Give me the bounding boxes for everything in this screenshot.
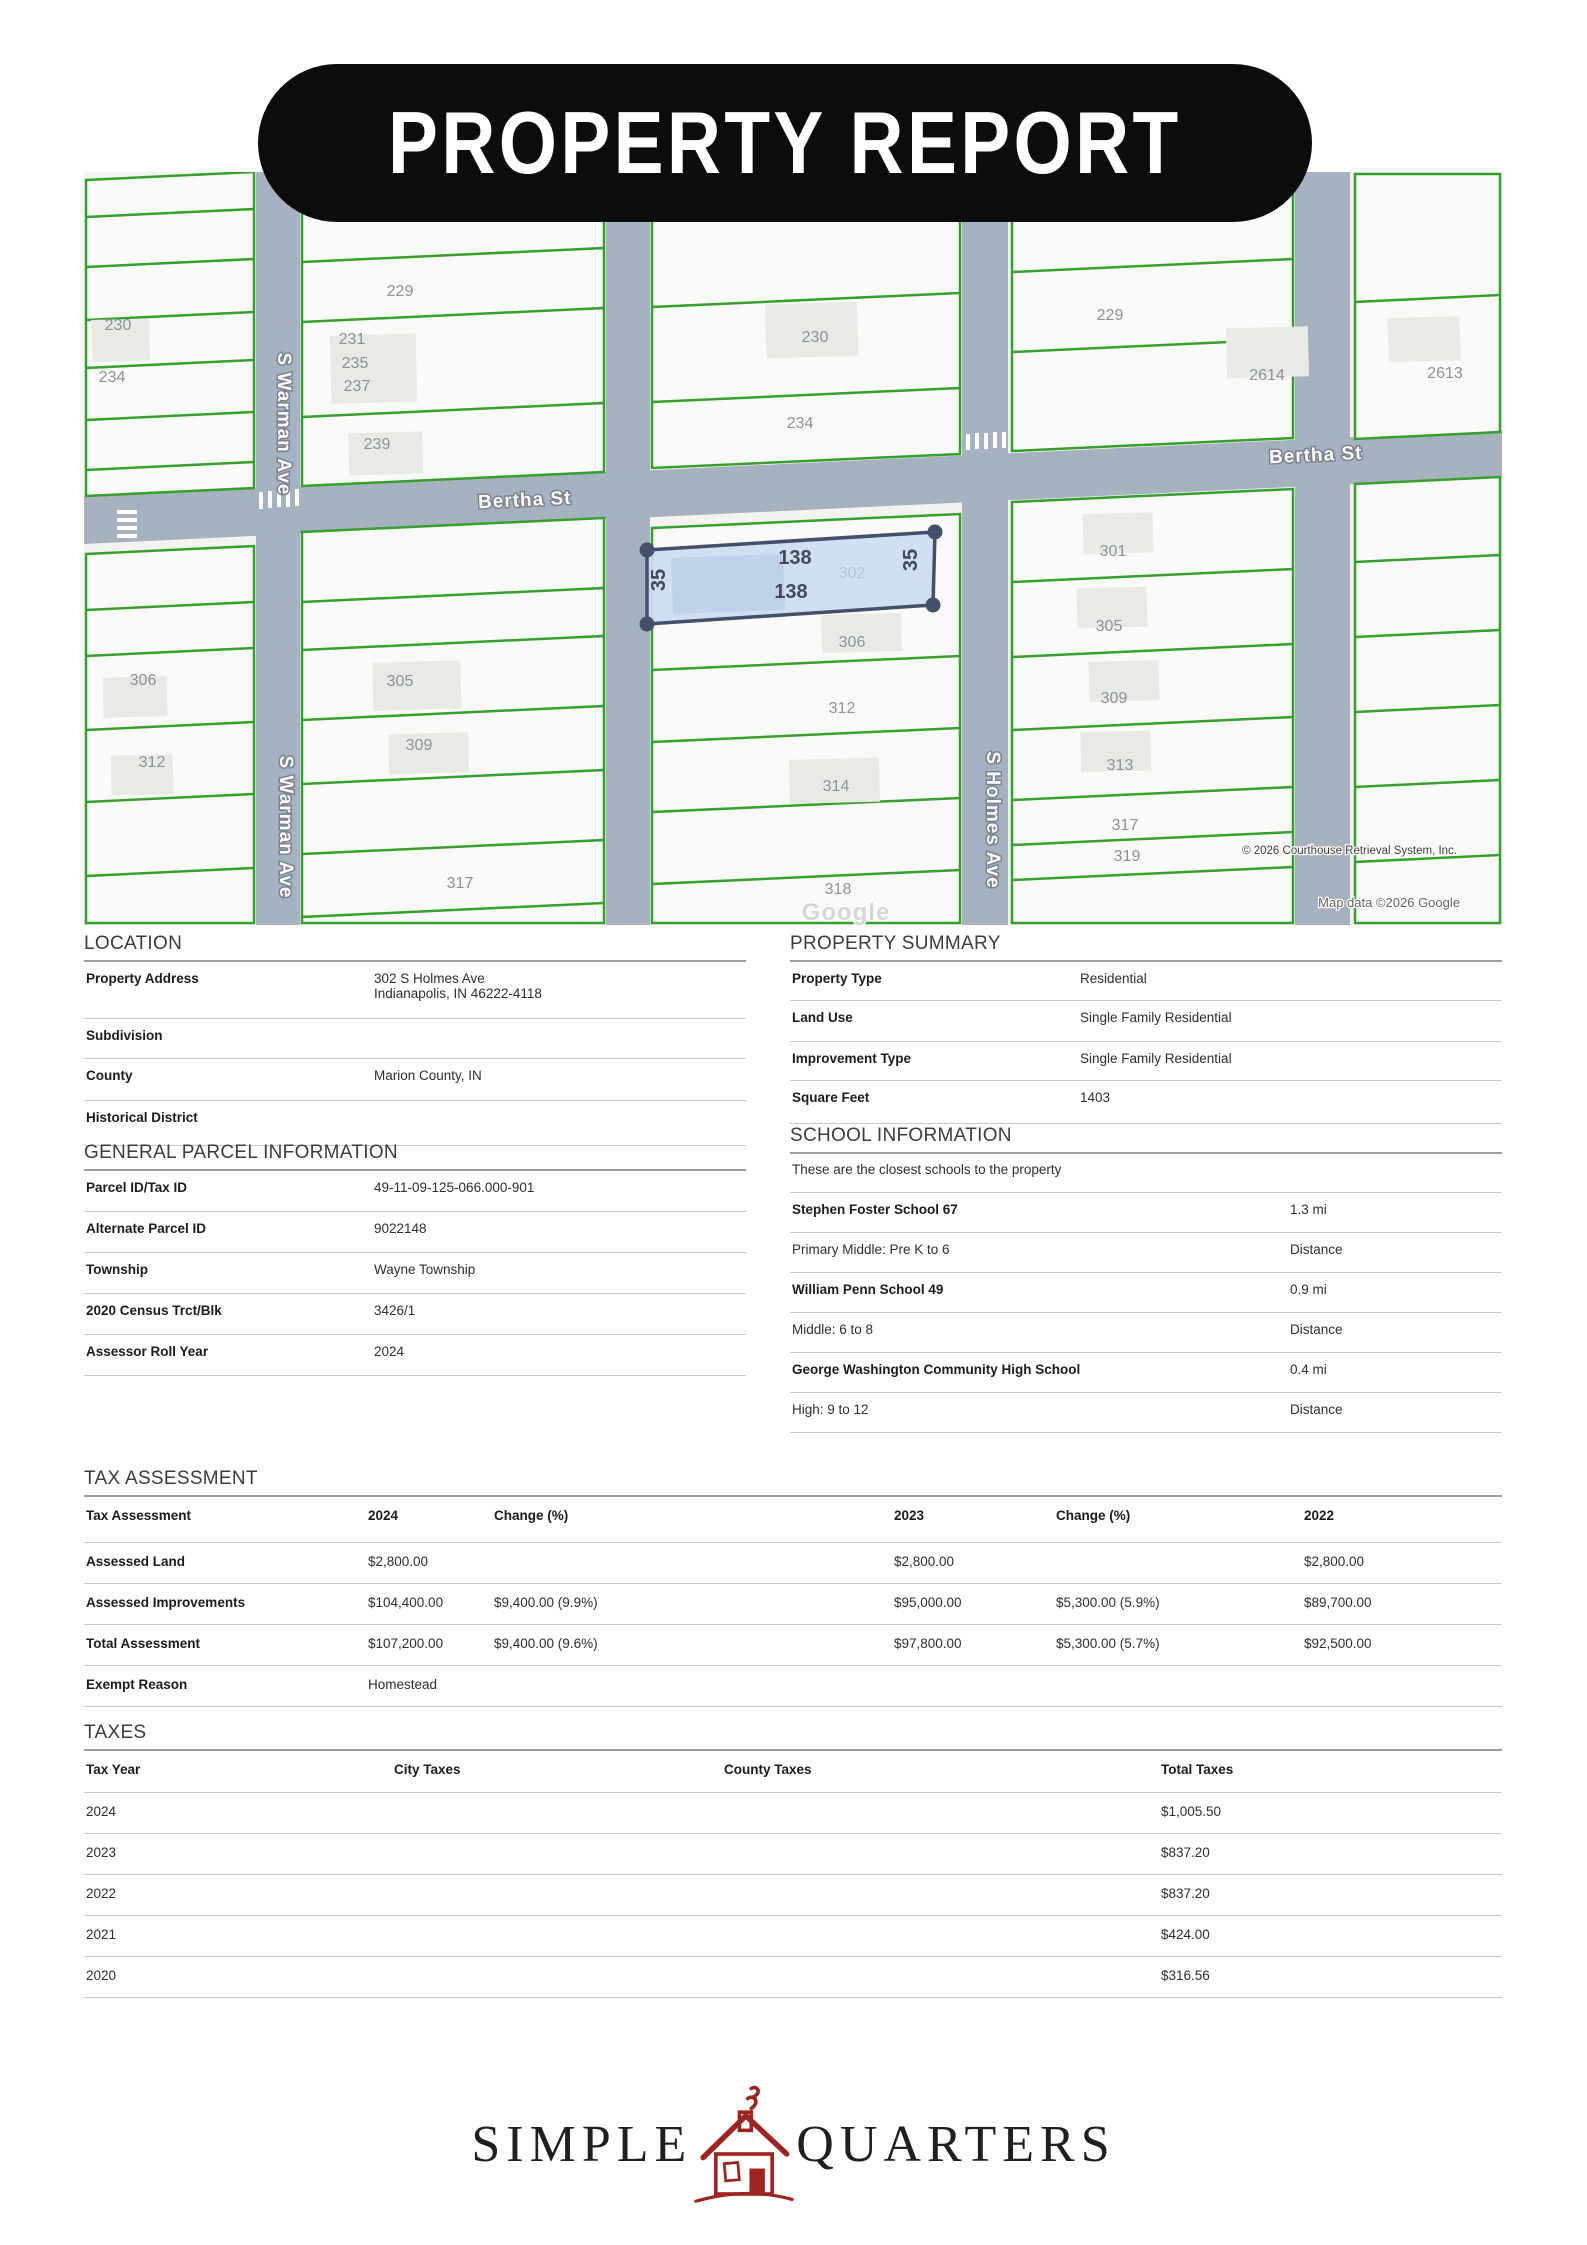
table-row bbox=[84, 1625, 1502, 1666]
school-name: Stephen Foster School 67 bbox=[792, 1202, 958, 1217]
map-label: 301 bbox=[1099, 543, 1127, 560]
map-label: 317 bbox=[446, 875, 474, 892]
map-label: 229 bbox=[386, 283, 414, 300]
street-label: S Holmes Ave bbox=[982, 751, 1003, 889]
table-row bbox=[84, 1875, 1502, 1916]
tax-year: 2024 bbox=[86, 1804, 117, 1819]
map-label: 234 bbox=[786, 415, 814, 432]
school-row bbox=[790, 1273, 1502, 1313]
row-label: Exempt Reason bbox=[86, 1677, 188, 1692]
column-header: Tax Assessment bbox=[86, 1508, 192, 1523]
cell-value: $95,000.00 bbox=[894, 1595, 962, 1610]
column-header: Total Taxes bbox=[1161, 1762, 1234, 1777]
map-label: 305 bbox=[1095, 618, 1123, 635]
field-label: Alternate Parcel ID bbox=[86, 1221, 207, 1236]
map-label: 309 bbox=[405, 737, 433, 754]
cell-value: $424.00 bbox=[1161, 1927, 1210, 1942]
school-subtitle-row bbox=[790, 1154, 1502, 1193]
column-header: City Taxes bbox=[394, 1762, 461, 1777]
parcel-row bbox=[84, 1212, 746, 1253]
table-row bbox=[84, 1584, 1502, 1625]
school-grades: High: 9 to 12 bbox=[792, 1402, 869, 1417]
map-label: 318 bbox=[824, 881, 852, 898]
tax-year: 2020 bbox=[86, 1968, 117, 1983]
cell-value: $104,400.00 bbox=[368, 1595, 444, 1610]
field-value: Marion County, IN bbox=[374, 1068, 482, 1083]
column-header: Tax Year bbox=[86, 1762, 141, 1777]
parcel-row bbox=[84, 1171, 746, 1212]
school-distance: 0.9 mi bbox=[1290, 1282, 1327, 1297]
map-label: 2613 bbox=[1427, 365, 1463, 382]
cell-value: $2,800.00 bbox=[894, 1554, 955, 1569]
cell-value: $9,400.00 (9.6%) bbox=[494, 1636, 598, 1651]
map-label: 306 bbox=[129, 672, 157, 689]
street-label: Bertha St bbox=[477, 487, 572, 514]
cell-value: $5,300.00 (5.9%) bbox=[1056, 1595, 1160, 1610]
map-label: 2614 bbox=[1249, 367, 1285, 384]
map-label: © 2026 Courthouse Retrieval System, Inc. bbox=[1242, 845, 1457, 857]
street-label: S Warman Ave bbox=[273, 352, 294, 496]
map-label: 35 bbox=[648, 568, 670, 592]
field-label: Subdivision bbox=[86, 1028, 163, 1043]
school-distance: 0.4 mi bbox=[1290, 1362, 1327, 1377]
field-label: Assessor Roll Year bbox=[86, 1344, 209, 1359]
section-title: PROPERTY SUMMARY bbox=[790, 933, 1502, 962]
street-label: Bertha St bbox=[1268, 442, 1363, 469]
cell-value: $1,005.50 bbox=[1161, 1804, 1222, 1819]
cell-value: $89,700.00 bbox=[1304, 1595, 1372, 1610]
school-grades-row bbox=[790, 1313, 1502, 1353]
map-label: 229 bbox=[1096, 307, 1124, 324]
summary-row bbox=[790, 1042, 1502, 1081]
map-label: 235 bbox=[341, 355, 369, 372]
field-label: Square Feet bbox=[792, 1090, 870, 1105]
field-label: Property Address bbox=[86, 971, 199, 986]
field-label: Township bbox=[86, 1262, 148, 1277]
row-label: Assessed Improvements bbox=[86, 1595, 246, 1610]
cell-value: $2,800.00 bbox=[368, 1554, 429, 1569]
parcel-row bbox=[84, 1253, 746, 1294]
map-label: Google bbox=[801, 899, 891, 925]
map-label: 314 bbox=[822, 778, 850, 795]
cell-value: $92,500.00 bbox=[1304, 1636, 1372, 1651]
row-label: Assessed Land bbox=[86, 1554, 186, 1569]
column-header: 2022 bbox=[1304, 1508, 1335, 1523]
map-label: 312 bbox=[138, 754, 166, 771]
summary-row bbox=[790, 962, 1502, 1001]
address-line-2: Indianapolis, IN 46222-4118 bbox=[374, 986, 542, 1001]
house-logo-icon bbox=[694, 2082, 794, 2206]
street-label: S Warman Ave bbox=[275, 755, 296, 899]
summary-row bbox=[790, 1001, 1502, 1042]
tax-year: 2021 bbox=[86, 1927, 117, 1942]
cell-value: $5,300.00 (5.7%) bbox=[1056, 1636, 1160, 1651]
cell-value: $837.20 bbox=[1161, 1886, 1210, 1901]
column-header: 2023 bbox=[894, 1508, 925, 1523]
brand-footer bbox=[0, 2082, 1587, 2206]
map-label: 231 bbox=[338, 331, 366, 348]
school-name: William Penn School 49 bbox=[792, 1282, 944, 1297]
school-row bbox=[790, 1193, 1502, 1233]
column-header: 2024 bbox=[368, 1508, 399, 1523]
field-label: Historical District bbox=[86, 1110, 198, 1125]
field-label: Land Use bbox=[792, 1010, 853, 1025]
tax-assessment-header-row bbox=[84, 1497, 1502, 1543]
parcel-row bbox=[84, 1335, 746, 1376]
field-value: 49-11-09-125-066.000-901 bbox=[374, 1180, 535, 1195]
cell-value: $9,400.00 (9.9%) bbox=[494, 1595, 598, 1610]
cell-value: $97,800.00 bbox=[894, 1636, 962, 1651]
map-label: 306 bbox=[838, 634, 866, 651]
map-label: 138 bbox=[778, 547, 812, 569]
map-label: 309 bbox=[1100, 690, 1128, 707]
taxes-header-row bbox=[84, 1751, 1502, 1793]
section-tax-assessment bbox=[84, 1468, 1502, 1707]
section-school-info bbox=[790, 1125, 1502, 1433]
table-row bbox=[84, 1666, 1502, 1707]
map-image bbox=[84, 172, 1502, 925]
location-row bbox=[84, 1101, 746, 1146]
field-value: Residential bbox=[1080, 971, 1147, 986]
row-label: Total Assessment bbox=[86, 1636, 201, 1651]
table-row bbox=[84, 1793, 1502, 1834]
school-grades-row bbox=[790, 1233, 1502, 1273]
field-label: Property Type bbox=[792, 971, 882, 986]
distance-label: Distance bbox=[1290, 1402, 1343, 1417]
location-row bbox=[84, 1059, 746, 1101]
section-location bbox=[84, 933, 746, 1146]
cell-value: Homestead bbox=[368, 1677, 438, 1692]
cell-value: $837.20 bbox=[1161, 1845, 1210, 1860]
summary-row bbox=[790, 1081, 1502, 1124]
tax-year: 2022 bbox=[86, 1886, 117, 1901]
parcel-map bbox=[84, 172, 1502, 925]
cell-value: $107,200.00 bbox=[368, 1636, 444, 1651]
map-label: 35 bbox=[900, 548, 922, 572]
column-header: Change (%) bbox=[494, 1508, 569, 1523]
section-taxes bbox=[84, 1722, 1502, 1998]
location-row bbox=[84, 1019, 746, 1059]
distance-label: Distance bbox=[1290, 1242, 1343, 1257]
cell-value: $316.56 bbox=[1161, 1968, 1210, 1983]
map-label: 312 bbox=[828, 700, 856, 717]
section-title: GENERAL PARCEL INFORMATION bbox=[84, 1142, 746, 1171]
field-value: 1403 bbox=[1080, 1090, 1111, 1105]
brand-text-simple: SIMPLE bbox=[471, 2115, 693, 2173]
map-label: 230 bbox=[104, 317, 132, 334]
brand-text-quarters: QUARTERS bbox=[796, 2115, 1116, 2173]
table-row bbox=[84, 1957, 1502, 1998]
cell-value: $2,800.00 bbox=[1304, 1554, 1365, 1569]
parcel-row bbox=[84, 1294, 746, 1335]
map-label: 313 bbox=[1106, 757, 1134, 774]
map-label: 305 bbox=[386, 673, 414, 690]
field-label: County bbox=[86, 1068, 133, 1083]
school-subtitle: These are the closest schools to the property bbox=[792, 1162, 1062, 1177]
page-title: PROPERTY REPORT bbox=[388, 93, 1182, 192]
field-label: Improvement Type bbox=[792, 1051, 912, 1066]
map-label: Map data ©2026 Google bbox=[1318, 895, 1460, 910]
field-label: 2020 Census Trct/Blk bbox=[86, 1303, 222, 1318]
school-grades: Primary Middle: Pre K to 6 bbox=[792, 1242, 950, 1257]
map-label: 319 bbox=[1113, 848, 1141, 865]
map-label: 317 bbox=[1111, 817, 1139, 834]
section-parcel-info bbox=[84, 1142, 746, 1376]
school-distance: 1.3 mi bbox=[1290, 1202, 1327, 1217]
section-title: SCHOOL INFORMATION bbox=[790, 1125, 1502, 1154]
column-header: County Taxes bbox=[724, 1762, 812, 1777]
map-label: 302 bbox=[838, 565, 866, 582]
table-row bbox=[84, 1834, 1502, 1875]
field-value: Single Family Residential bbox=[1080, 1051, 1232, 1066]
map-label: 138 bbox=[774, 581, 808, 603]
address-line-1: 302 S Holmes Ave bbox=[374, 971, 485, 986]
location-row bbox=[84, 962, 746, 1019]
tax-year: 2023 bbox=[86, 1845, 117, 1860]
map-label: 230 bbox=[801, 329, 829, 346]
section-title: LOCATION bbox=[84, 933, 746, 962]
field-value: 9022148 bbox=[374, 1221, 427, 1236]
school-row bbox=[790, 1353, 1502, 1393]
report-header bbox=[258, 64, 1312, 222]
school-grades-row bbox=[790, 1393, 1502, 1433]
column-header: Change (%) bbox=[1056, 1508, 1131, 1523]
section-property-summary bbox=[790, 933, 1502, 1124]
field-value: 2024 bbox=[374, 1344, 405, 1359]
table-row bbox=[84, 1543, 1502, 1584]
field-label: Parcel ID/Tax ID bbox=[86, 1180, 188, 1195]
school-name: George Washington Community High School bbox=[792, 1362, 1081, 1377]
map-label: 234 bbox=[98, 369, 126, 386]
map-label: 239 bbox=[363, 436, 391, 453]
table-row bbox=[84, 1916, 1502, 1957]
section-title: TAXES bbox=[84, 1722, 1502, 1751]
field-value: 3426/1 bbox=[374, 1303, 416, 1318]
school-grades: Middle: 6 to 8 bbox=[792, 1322, 874, 1337]
map-label: 237 bbox=[343, 378, 371, 395]
field-value: Single Family Residential bbox=[1080, 1010, 1232, 1025]
section-title: TAX ASSESSMENT bbox=[84, 1468, 1502, 1497]
distance-label: Distance bbox=[1290, 1322, 1343, 1337]
field-value: Wayne Township bbox=[374, 1262, 476, 1277]
field-value bbox=[374, 971, 542, 1001]
